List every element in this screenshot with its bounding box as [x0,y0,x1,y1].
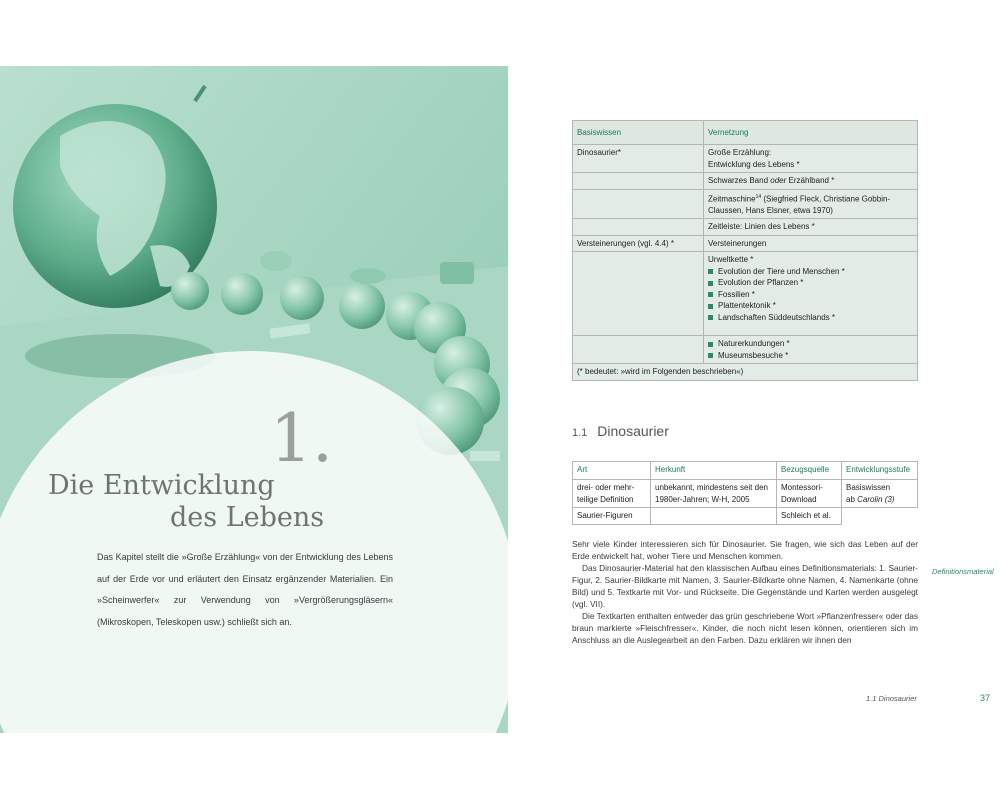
bullet-icon [708,342,713,347]
bullet-icon [708,292,713,297]
table-cell [704,336,918,364]
table-header-cell: Basiswissen [573,121,704,145]
table-cell [573,252,704,336]
cell-text: Zeitmaschine [708,194,756,204]
table-cell [704,145,918,173]
overview-table [572,120,918,381]
table-header-cell: Art [573,462,651,480]
table-cell [842,480,918,508]
table-cell: drei- oder mehr-teilige Definition [573,480,651,508]
cell-text-italic: Carolin (3) [857,494,895,504]
paragraph: Sehr viele Kinder interessieren sich für Dinosaurier. Sie fragen, wie sich das Leben auf der Erde entwickelt hat, woher Tiere und Menschen kommen. [572,539,918,561]
bead [221,273,263,315]
table-cell [842,508,918,525]
table-header-cell: Herkunft [651,462,777,480]
section-title: Dinosaurier [597,423,669,439]
list-item: Naturerkundungen * [718,339,790,349]
list-item: Landschaften Süddeutschlands * [718,312,835,322]
cell-text: Urweltkette * [708,255,754,265]
table-header-cell: Vernetzung [704,121,918,145]
table-cell: Montessori-Download [777,480,842,508]
list-item: Evolution der Pflanzen * [718,278,804,288]
table-cell: Schleich et al. [777,508,842,525]
table-cell: unbekannt, mindestens seit den 1980er-Jahren; W-H, 2005 [651,480,777,508]
list-item: Evolution der Tiere und Menschen * [718,266,845,276]
cell-text: Große Erzählung: [708,148,772,157]
table-cell [573,189,704,219]
bullet-icon [708,353,713,358]
table-footnote: (* bedeutet: »wird im Folgenden beschrieben«) [573,364,918,381]
paragraph: Das Dinosaurier-Material hat den klassischen Aufbau eines Definitionsmaterials: 1. Saurier-Figur, 2. Saurier-Bildkarte mit Namen, 3. Saurier-Bildkarte ohne Namen, 4. Namenkarte (ohne Bild) und 5. Textkarte mit Vor- und Rückseite. Die Gegenstände und Karten werden ausgelegt (vgl. VII). [572,563,918,609]
cell-text: Erzählband * [786,176,835,185]
cell-text: Basiswissen [846,483,891,492]
table-cell [573,173,704,190]
paragraph: Die Textkarten enthalten entweder das grün geschriebene Wort »Pflanzenfresser« oder das braun markierte »Fleischfresser«. Kinder, die noch nicht lesen können, orientieren sich im Anschluss an die Auslegearbeit an den Farben. Dazu erklären wir ihnen den [572,611,918,645]
table-cell: Versteinerungen [704,235,918,252]
bullet-icon [708,281,713,286]
cell-text: Entwicklung des Lebens * [708,159,800,169]
table-cell [651,508,777,525]
table-cell: Versteinerungen (vgl. 4.4) * [573,235,704,252]
list-item: Fossilien * [718,289,755,299]
cell-text: (Siegfried Fleck, Christiane Gobbin-Claussen, Hans Elsner, etwa 1970) [708,194,891,215]
small-card [470,451,500,461]
cell-text: ab [846,494,858,504]
small-basket [260,251,292,271]
cell-text-italic: oder [770,176,787,185]
list-item: Museumsbesuche * [718,350,789,360]
chapter-intro: Das Kapitel stellt die »Große Erzählung« von der Entwicklung des Lebens auf der Erde vor und erläutert den Einsatz ergänzender Materialien. Ein »Scheinwerfer« zur Verwendung von »Vergrößerungsgläsern« (Mikroskopen, Teleskopen usw.) schließt sich an. [97,552,393,627]
bullet-icon [708,315,713,320]
material-table [572,461,918,525]
table-cell: Dinosaurier* [573,145,704,173]
bead [339,283,385,329]
bead [280,276,324,320]
chapter-opener-page [0,66,508,733]
list-item: Plattentektonik * [718,301,776,311]
section-heading [572,423,669,439]
chapter-title-line1: Die Entwicklung [48,470,275,501]
body-text [572,538,918,646]
table-cell: Saurier-Figuren [573,508,651,525]
bullet-icon [708,304,713,309]
small-bowl [350,268,386,284]
page-number: 37 [980,693,991,703]
bullet-icon [708,269,713,274]
cell-text: Schwarzes Band [708,176,771,185]
margin-note: Definitionsmaterial [932,567,994,576]
table-cell [704,189,918,219]
table-cell [573,336,704,364]
section-number: 1.1 [572,427,588,439]
table-cell [704,252,918,336]
chapter-number: 1. [270,400,333,477]
footnote-ref: 14 [755,193,762,200]
table-cell: Zeitleiste: Linien des Lebens * [704,219,918,236]
chapter-title-line2: des Lebens [170,502,325,533]
table-cell [704,173,918,190]
table-header-cell: Entwicklungsstufe [842,462,918,480]
running-footer: 1.1 Dinosaurier [866,694,917,703]
table-header-cell: Bezugsquelle [777,462,842,480]
bead [171,272,209,310]
table-cell [573,219,704,236]
small-box [440,262,474,284]
